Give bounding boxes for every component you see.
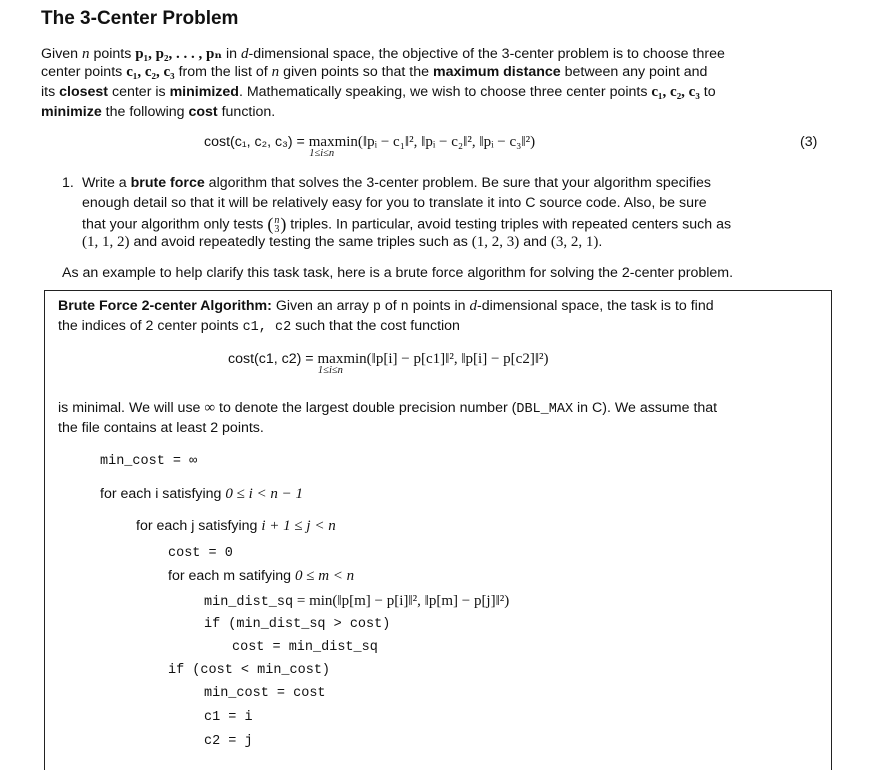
task-line-1: Write a brute force algorithm that solves the 3-center problem. Be sure that your algorithm specifies <box>82 175 711 191</box>
code-line-1: min_cost = ∞ <box>100 454 198 469</box>
code-line-9: if (cost < min_cost) <box>168 663 331 678</box>
intro-line-1: Given n points p₁, p₂, . . . , pₙ in d-dimensional space, the objective of the 3-center problem is to choose three <box>41 46 725 62</box>
algo-desc-line-2: the indices of 2 center points c1, c2 such that the cost function <box>58 318 460 335</box>
code-line-3: for each j satisfying i + 1 ≤ j < n <box>136 518 336 534</box>
code-line-7: if (min_dist_sq > cost) <box>204 617 391 632</box>
equation-number: (3) <box>800 134 818 150</box>
max-operator: max 1≤i≤n <box>308 134 335 159</box>
intro-line-3: its closest center is minimized. Mathematically speaking, we wish to choose three center points c₁, c₂, c₃ to <box>41 84 716 100</box>
task-marker: 1. <box>62 175 74 191</box>
task-line-2: enough detail so that it will be relatively easy for you to translate it into C source code. Also, be sure <box>82 195 707 211</box>
code-line-11: c1 = i <box>204 710 253 725</box>
code-line-6: min_dist_sq = min(‖p[m] − p[i]‖², ‖p[m] − p[j]‖²) <box>204 593 510 610</box>
algo-desc-line-1: Brute Force 2-center Algorithm: Given an array p of n points in d-dimensional space, the task is to find <box>58 298 714 315</box>
code-line-4: cost = 0 <box>168 546 233 561</box>
intro-line-4: minimize the following cost function. <box>41 104 276 120</box>
code-line-2: for each i satisfying 0 ≤ i < n − 1 <box>100 486 304 502</box>
code-line-12: c2 = j <box>204 734 253 749</box>
max-operator-2: max 1≤i≤n <box>317 351 344 376</box>
cost-equation-2center: cost(c1, c2) = max 1≤i≤n min(‖p[i] − p[c1]‖², ‖p[i] − p[c2]‖²) <box>228 351 549 376</box>
algo-desc-line-3: is minimal. We will use ∞ to denote the largest double precision number (DBL_MAX in C). We assume that <box>58 400 718 417</box>
task-line-3: that your algorithm only tests ( n 3 ) triples. In particular, avoid testing triples with repeated centers such as <box>82 214 732 235</box>
page-title: The 3-Center Problem <box>41 8 239 29</box>
binomial-n-choose-3: ( n 3 ) <box>267 214 287 235</box>
code-line-10: min_cost = cost <box>204 686 326 701</box>
task-line-4: (1, 1, 2) and avoid repeatedly testing the same triples such as (1, 2, 3) and (3, 2, 1). <box>82 234 603 250</box>
code-line-8: cost = min_dist_sq <box>232 640 378 655</box>
intro-line-2: center points c₁, c₂, c₃ from the list of n given points so that the maximum distance between any point and <box>41 64 708 80</box>
code-line-5: for each m satifying 0 ≤ m < n <box>168 568 355 584</box>
algo-desc-line-4: the file contains at least 2 points. <box>58 420 264 436</box>
example-intro: As an example to help clarify this task task, here is a brute force algorithm for solving the 2-center problem. <box>62 265 734 281</box>
cost-equation-3: cost(c₁, c₂, c₃) = max 1≤i≤n min(‖pᵢ − c₁‖², ‖pᵢ − c₂‖², ‖pᵢ − c₃‖²) <box>204 134 536 159</box>
